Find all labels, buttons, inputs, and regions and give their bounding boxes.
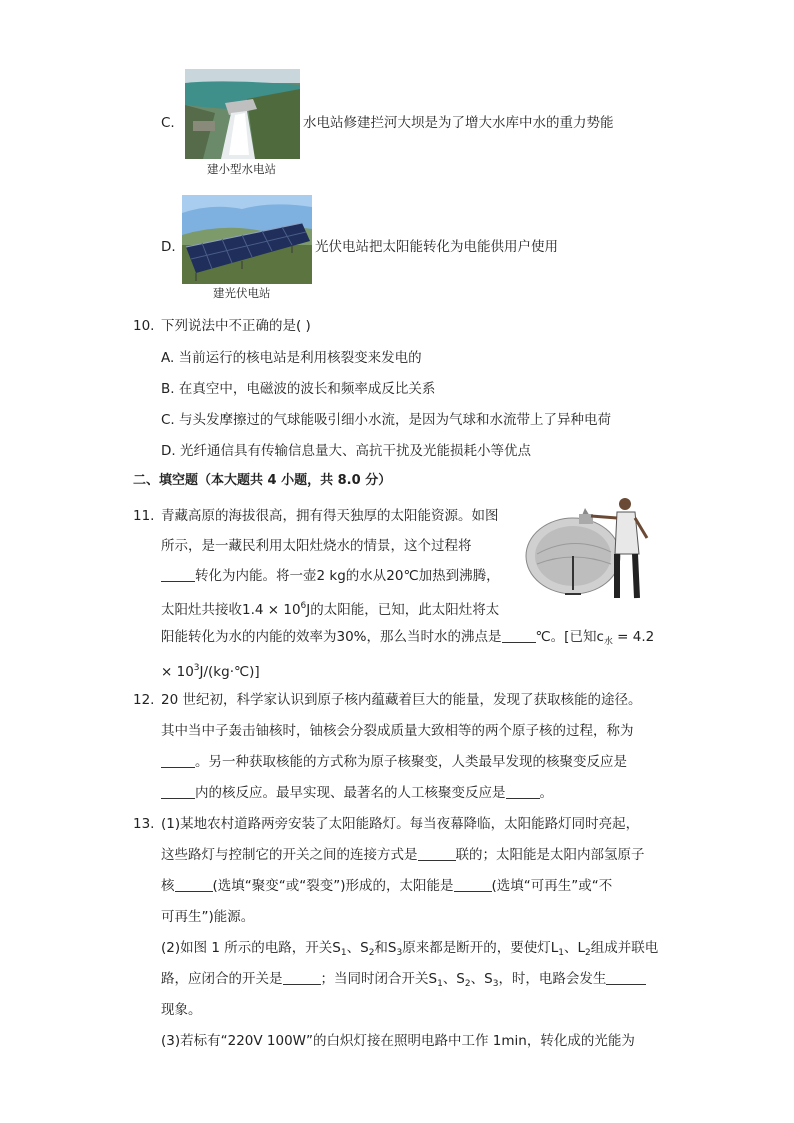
q13-line-4: 可再生”)能源。: [161, 909, 255, 925]
q12-number: 12.: [133, 692, 155, 708]
q11-number: 11.: [133, 508, 155, 524]
option-d-caption: 建光伏电站: [213, 286, 271, 300]
q10-option-b: B. 在真空中，电磁波的波长和频率成反比关系: [161, 381, 436, 397]
q12-line-4: 内的核反应。最早实现、最著名的人工核聚变反应是 。: [161, 783, 553, 803]
q10-option-c: C. 与头发摩擦过的气球能吸引细小水流，是因为气球和水流带上了异种电荷: [161, 412, 612, 428]
q12-blank-1[interactable]: [161, 753, 195, 768]
q12-blank-3[interactable]: [506, 784, 540, 799]
q10-stem: 下列说法中不正确的是( ): [161, 318, 311, 334]
q10-number: 10.: [133, 318, 155, 334]
q13-line-5: (2)如图 1 所示的电路，开关$S_1$、$S_2$和$S_3$原来都是断开的，要使灯$L_1$、$L_2$组成并联电: [161, 940, 659, 958]
q11-line-6: × $10^3J/(kg\cdot℃)$]: [161, 663, 260, 680]
q13-line-7: 现象。: [161, 1002, 202, 1018]
option-c-caption: 建小型水电站: [207, 162, 276, 176]
q13-line-3: 核 (选填“聚变“或“裂变”)形成的，太阳能是 (选填“可再生”或“不: [161, 878, 613, 894]
q13-blank-2[interactable]: [175, 877, 213, 892]
q12-line-3: 。另一种获取核能的方式称为原子核聚变，人类最早发现的核聚变反应是: [161, 752, 627, 772]
q11-line-2: 所示，是一藏民利用太阳灶烧水的情景，这个过程将: [161, 538, 472, 554]
q12-blank-2[interactable]: [161, 784, 195, 799]
q11-line-5: 阳能转化为水的内能的效率为30%，那么当时水的沸点是 ℃。[已知$c_水 = 4.2$: [161, 629, 655, 647]
section-2-detail: （本大题共 4 小题，共 8.0 分）: [198, 473, 392, 488]
q12-line-2: 其中当中子轰击铀核时，铀核会分裂成质量大致相等的两个原子核的过程，称为: [161, 723, 634, 739]
q13-line-6: 路，应闭合的开关是 ；当同时闭合开关$S_1$、$S_2$、$S_3$，时，电路会发生: [161, 969, 646, 994]
option-c-text: 水电站修建拦河大坝是为了增大水库中水的重力势能: [303, 115, 614, 131]
q13-blank-4[interactable]: [283, 970, 321, 985]
section-2-header: [133, 471, 391, 491]
q13-line-2: 这些路灯与控制它的开关之间的连接方式是 联的；太阳能是太阳内部氢原子: [161, 847, 645, 863]
hydropower-station-image: [185, 69, 300, 159]
section-2-title: 二、填空题: [133, 473, 199, 488]
solar-cooker-image: [525, 494, 660, 604]
q13-blank-1[interactable]: [418, 846, 456, 861]
option-d-text: 光伏电站把太阳能转化为电能供用户使用: [315, 239, 558, 255]
q12-line-1: 20 世纪初，科学家认识到原子核内蕴藏着巨大的能量，发现了获取核能的途径。: [161, 692, 642, 708]
q11-line-1: 青藏高原的海拔很高，拥有得天独厚的太阳能资源。如图: [161, 508, 499, 524]
q11-line-4: 太阳灶共接收$1.4 \times 10^6J$的太阳能，已知，此太阳灶将太: [161, 601, 500, 618]
q13-blank-5[interactable]: [606, 970, 646, 985]
q10-option-d: D. 光纤通信具有传输信息量大、高抗干扰及光能损耗小等优点: [161, 443, 531, 459]
q11-blank-2[interactable]: [502, 628, 536, 643]
solar-station-image: [182, 195, 312, 284]
option-c-letter: C.: [161, 115, 175, 131]
q10-option-a: A. 当前运行的核电站是利用核裂变来发电的: [161, 350, 422, 366]
q13-number: 13.: [133, 816, 155, 832]
q13-line-1: (1)某地农村道路两旁安装了太阳能路灯。每当夜幕降临，太阳能路灯同时亮起，: [161, 816, 640, 832]
q13-blank-3[interactable]: [454, 877, 492, 892]
option-d-letter: D.: [161, 239, 176, 255]
q11-line-3: 转化为内能。将一壶2 kg的水从20℃加热到沸腾，: [161, 566, 500, 586]
q13-line-8: (3)若标有“220V 100W”的白炽灯接在照明电路中工作 1min，转化成的光能为: [161, 1033, 635, 1049]
q11-blank-1[interactable]: [161, 567, 195, 582]
